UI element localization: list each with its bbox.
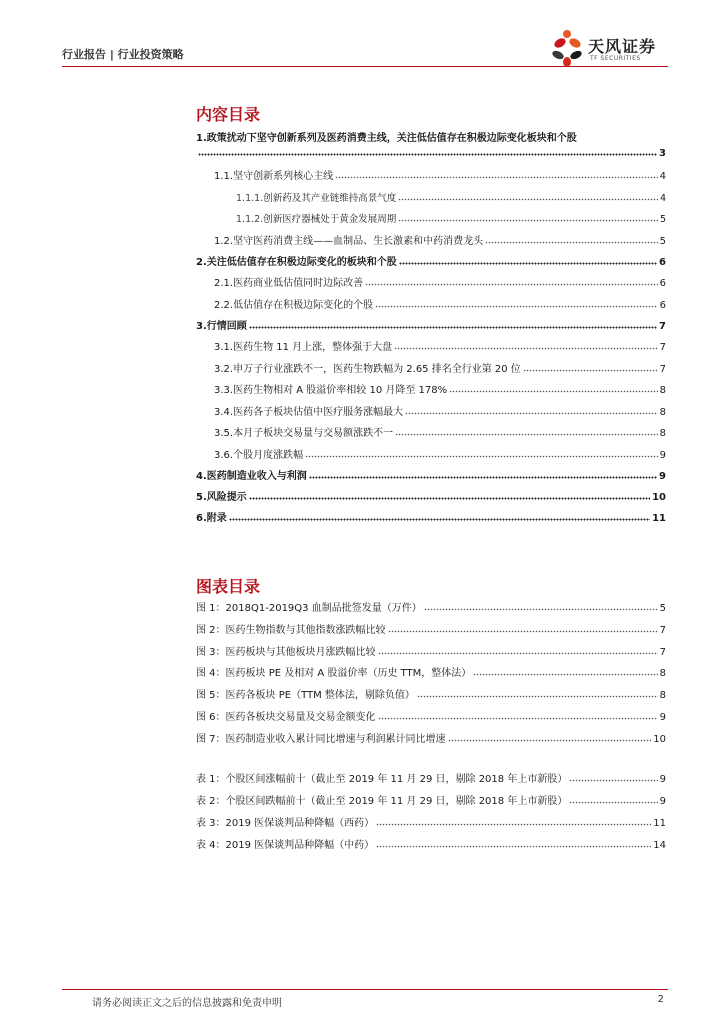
- dot-leader: [249, 319, 657, 329]
- entry-number: 1.: [196, 133, 207, 144]
- dot-leader: [398, 191, 658, 201]
- entry-title: 2019 医保谈判品种降幅（中药）: [225, 840, 375, 851]
- entry-title: 2018Q1-2019Q3 血制品批签发量（万件）: [225, 603, 422, 614]
- dot-leader: [405, 405, 658, 415]
- entry-number: 图 1：: [196, 603, 226, 614]
- logo-subtitle: TF SECURITIES: [590, 55, 641, 62]
- dot-leader: [395, 426, 658, 436]
- entry-number: 图 2：: [196, 624, 226, 636]
- doc-type-label: 行业报告 | 行业投资策略: [62, 48, 184, 61]
- toc-entry[interactable]: [214, 405, 666, 421]
- header-divider: [62, 66, 668, 67]
- entry-page: 6: [659, 299, 666, 311]
- entry-number: 表 3：: [196, 818, 226, 829]
- entry-title: 医药生物相对 A 股溢价率相较 10 月降至 178%: [233, 385, 448, 396]
- dot-leader: [305, 448, 658, 458]
- entry-page: 5: [659, 235, 666, 247]
- toc-entry[interactable]: [196, 490, 666, 506]
- entry-title: 本月子板块交易量与交易额涨跌不一: [233, 428, 394, 439]
- entry-page: 4: [659, 171, 666, 182]
- entry-number: 2.: [196, 257, 207, 268]
- toc-entry[interactable]: [196, 645, 666, 661]
- dot-leader: [249, 490, 650, 500]
- page-header: [62, 37, 668, 64]
- toc-entry[interactable]: [214, 362, 666, 378]
- entry-title: 医药各板块 PE（TTM 整体法，剔除负值）: [225, 690, 415, 702]
- entry-number: 1.1.: [214, 171, 234, 182]
- entry-title: 创新医疗器械处于黄金发展周期: [263, 214, 397, 225]
- dot-leader: [417, 688, 658, 698]
- dot-leader: [388, 623, 658, 633]
- dot-leader: [335, 169, 658, 179]
- toc-entry[interactable]: [196, 623, 666, 639]
- entry-title: 医药各子板块估值中医疗服务涨幅最大: [233, 406, 404, 418]
- entry-title: 医药生物指数与其他指数涨跌幅比较: [225, 624, 386, 636]
- toc-entry[interactable]: [196, 511, 666, 527]
- toc-entry[interactable]: [214, 276, 666, 292]
- toc-entry[interactable]: [196, 816, 666, 832]
- toc-entry[interactable]: [196, 794, 666, 810]
- entry-title: 行情回顾: [206, 321, 247, 332]
- entry-number: 3.4.: [214, 406, 234, 418]
- entry-title: 医药板块与其他板块月涨跌幅比较: [225, 646, 376, 658]
- entry-number: 4.: [196, 471, 207, 482]
- dot-leader: [448, 732, 652, 742]
- entry-page: 3: [659, 148, 666, 159]
- entry-page: 9: [659, 712, 666, 723]
- entry-number: 1.1.1.: [236, 192, 264, 204]
- entry-title: 医药板块 PE 及相对 A 股溢价率（历史 TTM，整体法）: [225, 668, 472, 680]
- dot-leader: [376, 816, 651, 826]
- entry-number: 图 3：: [196, 646, 226, 658]
- toc-entry[interactable]: [214, 340, 666, 356]
- dot-leader: [424, 601, 658, 611]
- entry-title: 个股区间涨幅前十（截止至 2019 年 11 月 29 日，剔除 2018 年上市新股）: [225, 774, 568, 785]
- entry-title: 医药商业低估值同时边际改善: [233, 278, 364, 289]
- entry-number: 5.: [196, 492, 207, 503]
- toc-entry[interactable]: [196, 710, 666, 726]
- entry-number: 1.1.2.: [236, 214, 264, 225]
- toc-entry[interactable]: [196, 469, 666, 485]
- dot-leader: [198, 146, 657, 156]
- entry-title: 个股月度涨跌幅: [233, 449, 304, 461]
- toc-entry[interactable]: [214, 298, 666, 314]
- entry-page: 6: [659, 257, 666, 268]
- entry-page: 8: [659, 428, 666, 439]
- entry-title: 个股区间跌幅前十（截止至 2019 年 11 月 29 日，剔除 2018 年上市新股）: [225, 796, 568, 807]
- dot-leader: [523, 362, 658, 372]
- toc-entry[interactable]: [196, 255, 666, 271]
- dot-leader: [398, 212, 658, 222]
- toc-entry[interactable]: [196, 772, 666, 788]
- toc-entry[interactable]: [196, 688, 666, 704]
- entry-title: 附录: [206, 513, 227, 524]
- entry-page: 7: [659, 342, 666, 353]
- entry-number: 1.2.: [214, 235, 234, 247]
- entry-page: 7: [659, 646, 666, 658]
- toc-entry[interactable]: [196, 666, 666, 682]
- entry-title: 风险提示: [206, 492, 247, 503]
- dot-leader: [394, 340, 657, 350]
- entry-page: 8: [659, 406, 666, 418]
- entry-page: 8: [659, 385, 666, 396]
- entry-page: 10: [653, 733, 666, 745]
- entry-title: 申万子行业涨跌不一，医药生物跌幅为 2.65 排名全行业第 20 位: [233, 363, 521, 375]
- logo-name: 天风证券: [588, 37, 657, 56]
- toc-entry[interactable]: [214, 169, 666, 185]
- entry-page: 11: [652, 513, 666, 524]
- entry-number: 3.1.: [214, 342, 234, 353]
- entry-title: 医药制造业收入累计同比增速与利润累计同比增速: [225, 733, 446, 745]
- entry-number: 表 2：: [196, 796, 226, 807]
- entry-page: 9: [659, 471, 666, 482]
- toc-entry[interactable]: [214, 234, 666, 250]
- dot-leader: [378, 645, 658, 655]
- entry-page: 5: [659, 214, 666, 225]
- entry-number: 图 7：: [196, 733, 226, 745]
- entry-page: 6: [659, 278, 666, 289]
- entry-title: 政策扰动下坚守创新系列及医药消费主线，关注低估值存在积极边际变化板块和个股: [206, 133, 577, 144]
- entry-number: 表 4：: [196, 840, 226, 851]
- entry-number: 图 5：: [196, 690, 226, 702]
- entry-title: 2019 医保谈判品种降幅（西药）: [225, 818, 375, 829]
- figures-title: 图表目录: [196, 577, 261, 596]
- entry-number: 3.3.: [214, 385, 234, 396]
- toc-entry[interactable]: [214, 383, 666, 399]
- dot-leader: [569, 772, 657, 782]
- dot-leader: [229, 511, 650, 521]
- entry-title: 创新药及其产业链维持高景气度: [263, 192, 397, 204]
- entry-page: 5: [659, 603, 666, 614]
- entry-page: 7: [659, 363, 666, 375]
- toc-entry[interactable]: [236, 191, 666, 207]
- dot-leader: [569, 794, 657, 804]
- dot-leader: [485, 234, 658, 244]
- dot-leader: [399, 255, 657, 265]
- footer-divider: [62, 989, 668, 990]
- entry-page: 9: [659, 449, 666, 461]
- entry-page: 7: [659, 624, 666, 636]
- disclaimer-note: 请务必阅读正文之后的信息披露和免责申明: [92, 998, 282, 1009]
- entry-page: 10: [652, 492, 666, 503]
- entry-page: 14: [653, 840, 666, 851]
- entry-number: 3.: [196, 321, 207, 332]
- entry-number: 3.5.: [214, 428, 234, 439]
- dot-leader: [309, 469, 657, 479]
- toc-entry[interactable]: [196, 601, 666, 617]
- entry-number: 3.2.: [214, 363, 234, 375]
- entry-title: 医药生物 11 月上涨，整体强于大盘: [233, 342, 393, 353]
- dot-leader: [378, 710, 658, 720]
- entry-number: 表 1：: [196, 774, 226, 785]
- entry-number: 2.1.: [214, 278, 234, 289]
- entry-page: 8: [659, 690, 666, 702]
- entry-number: 图 6：: [196, 712, 226, 723]
- toc-entry-continuation[interactable]: [196, 146, 666, 162]
- entry-title: 关注低估值存在积极边际变化的板块和个股: [206, 257, 397, 268]
- toc-entry[interactable]: [214, 426, 666, 442]
- toc-entry[interactable]: [236, 212, 666, 228]
- entry-page: 8: [659, 668, 666, 680]
- entry-number: 6.: [196, 513, 207, 524]
- flower-logo-icon: [548, 28, 586, 68]
- dot-leader: [376, 838, 651, 848]
- entry-page: 7: [659, 321, 666, 332]
- entry-title: 医药制造业收入与利润: [206, 471, 307, 482]
- entry-title: 医药各板块交易量及交易金额变化: [225, 712, 376, 723]
- company-logo: [548, 28, 668, 68]
- toc-entry[interactable]: [196, 838, 666, 854]
- entry-page: 11: [653, 818, 666, 829]
- entry-page: 9: [659, 774, 666, 785]
- entry-title: 低估值存在积极边际变化的个股: [233, 299, 374, 311]
- entry-title: 坚守医药消费主线——血制品、生长激素和中药消费龙头: [233, 235, 484, 247]
- toc-entry[interactable]: [196, 732, 666, 748]
- entry-number: 图 4：: [196, 668, 226, 680]
- entry-number: 2.2.: [214, 299, 234, 311]
- dot-leader: [375, 298, 658, 308]
- dot-leader: [365, 276, 658, 286]
- entry-page: 9: [659, 796, 666, 807]
- toc-entry[interactable]: [214, 448, 666, 464]
- dot-leader: [473, 666, 657, 676]
- entry-title: 坚守创新系列核心主线: [233, 171, 334, 182]
- toc-entry[interactable]: [196, 131, 666, 147]
- entry-number: 3.6.: [214, 449, 234, 461]
- page-number: 2: [657, 994, 664, 1005]
- toc-entry[interactable]: [196, 319, 666, 335]
- dot-leader: [449, 383, 657, 393]
- toc-title: 内容目录: [196, 105, 261, 124]
- entry-page: 4: [659, 192, 666, 204]
